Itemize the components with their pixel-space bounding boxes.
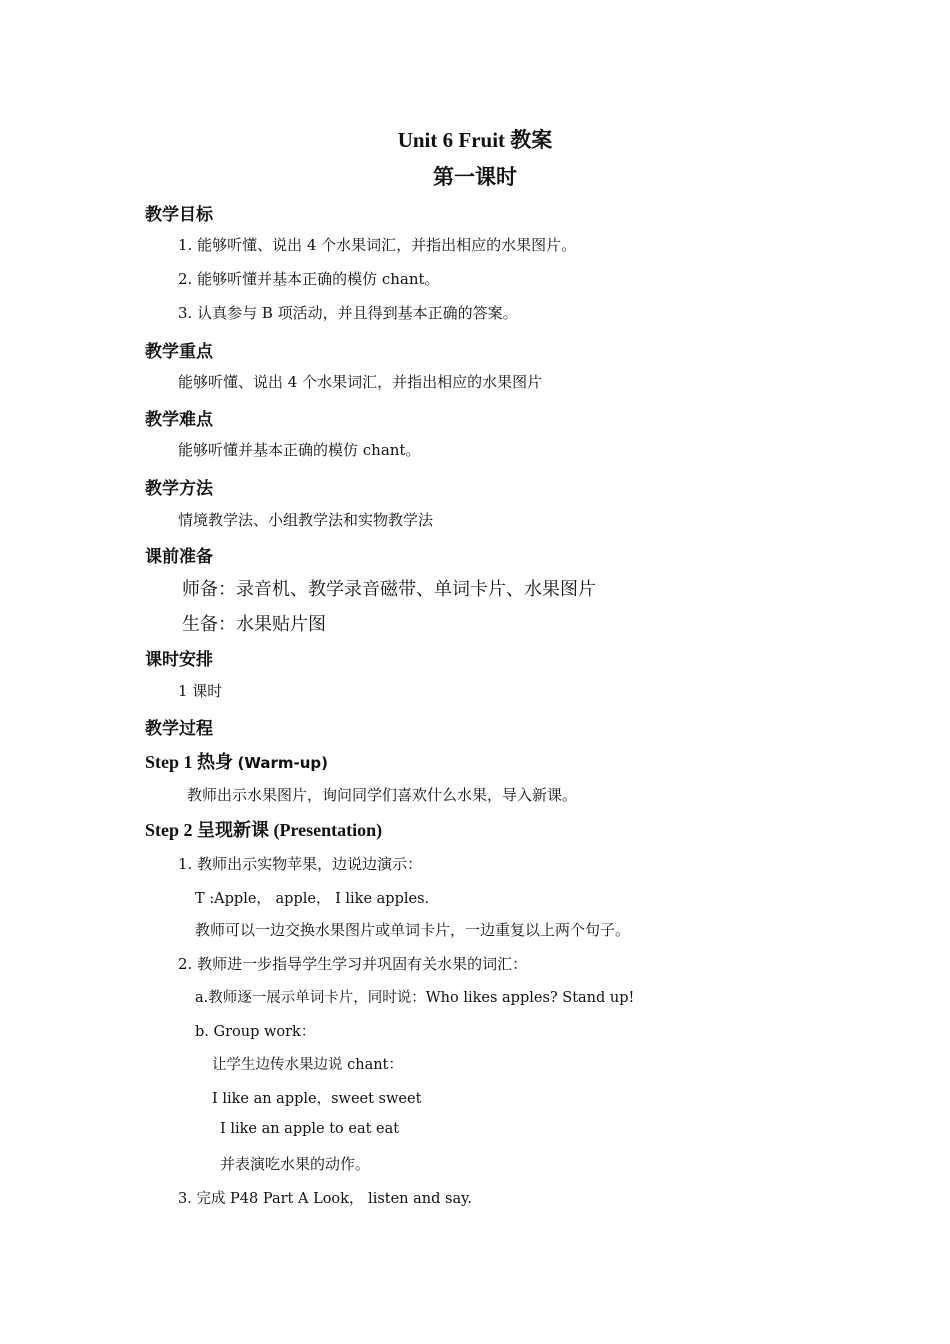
step2-line: 让学生边传水果边说 chant： (212, 1057, 403, 1073)
step1-label: Step 1 热身 (145, 752, 238, 772)
step1-sub: (Warm-up) (237, 754, 329, 772)
step2-line: I like an apple to eat eat (220, 1121, 400, 1137)
preparation-heading: 课前准备 (145, 547, 213, 567)
step2-line: T :Apple， apple， I like apples. (195, 891, 430, 907)
lesson-period-title: 第一课时 (433, 165, 517, 189)
step2-line: 教师可以一边交换水果图片或单词卡片，一边重复以上两个句子。 (195, 921, 631, 939)
objectives-heading: 教学目标 (145, 205, 213, 225)
key-points-heading: 教学重点 (145, 342, 213, 362)
step2-line: 并表演吃水果的动作。 (220, 1155, 371, 1173)
process-heading: 教学过程 (145, 719, 213, 739)
step2-heading: Step 2 呈现新课 (Presentation) (145, 820, 383, 840)
methods-heading: 教学方法 (145, 479, 213, 499)
document-title: Unit 6 Fruit 教案 (397, 128, 553, 152)
schedule-text: 1 课时 (178, 682, 223, 700)
step2-line: 2. 教师进一步指导学生学习并巩固有关水果的词汇： (178, 955, 528, 973)
teacher-preparation: 师备：录音机、教学录音磁带、单词卡片、水果图片 (182, 579, 596, 600)
methods-text: 情境教学法、小组教学法和实物教学法 (178, 511, 434, 529)
step2-line: 1. 教师出示实物苹果，边说边演示： (178, 855, 423, 873)
step2-line: 3. 完成 P48 Part A Look， listen and say. (178, 1191, 472, 1207)
step2-line: b. Group work： (195, 1024, 316, 1040)
objective-item: 3. 认真参与 B 项活动，并且得到基本正确的答案。 (178, 304, 518, 322)
schedule-heading: 课时安排 (145, 650, 213, 670)
objective-item: 1. 能够听懂、说出 4 个水果词汇，并指出相应的水果图片。 (178, 236, 577, 254)
step1-heading (145, 748, 328, 774)
step2-line: I like an apple，sweet sweet (212, 1091, 422, 1107)
objective-item: 2. 能够听懂并基本正确的模仿 chant。 (178, 270, 440, 288)
key-points-text: 能够听懂、说出 4 个水果词汇，并指出相应的水果图片 (178, 373, 543, 391)
step2-line: a.教师逐一展示单词卡片，同时说：Who likes apples? Stand up! (195, 990, 635, 1006)
student-preparation: 生备：水果贴片图 (182, 614, 326, 635)
difficulties-heading: 教学难点 (145, 410, 213, 430)
step1-text: 教师出示水果图片，询问同学们喜欢什么水果，导入新课。 (187, 786, 578, 804)
difficulties-text: 能够听懂并基本正确的模仿 chant。 (178, 441, 421, 459)
